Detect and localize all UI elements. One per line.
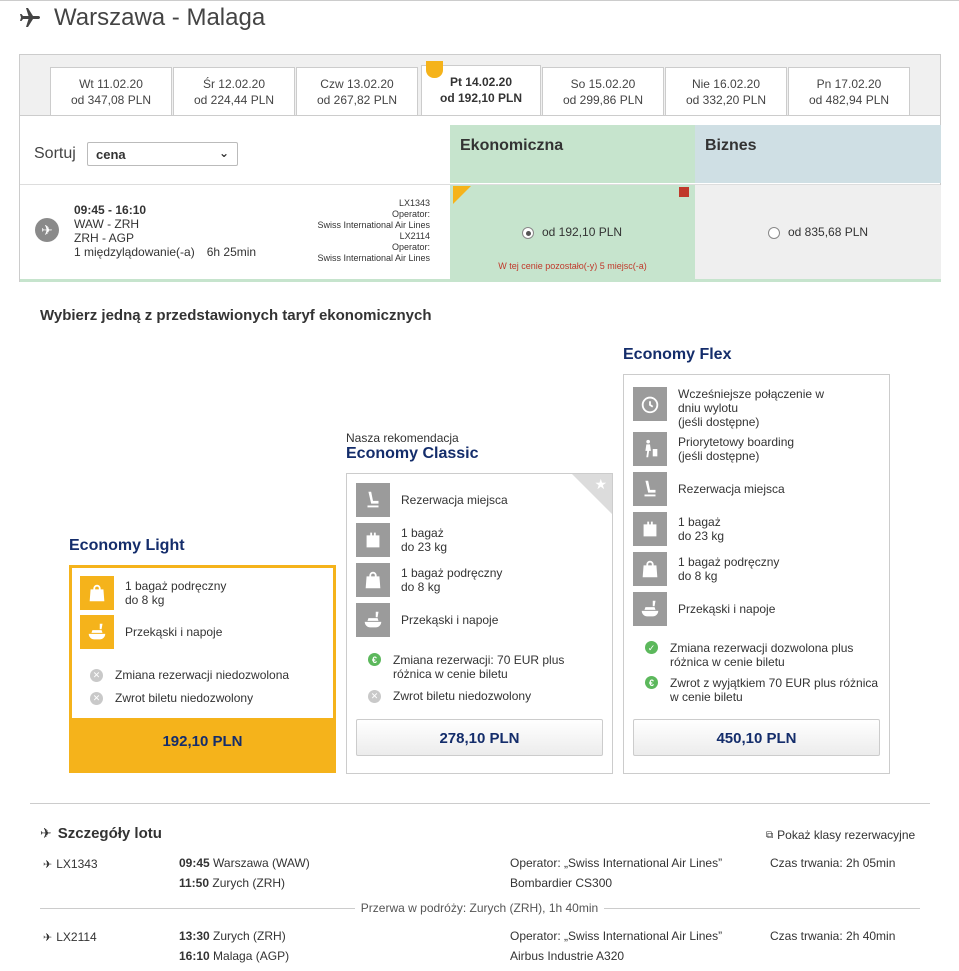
fare-feature-text: 1 bagaż podręczny do 8 kg [678,555,780,583]
fare-condition-text: Zmiana rezerwacji dozwolona plus różnica w cenie biletu [670,641,854,669]
airplane-icon [18,6,42,30]
fare-condition-text: Zmiana rezerwacji niedozwolona [115,668,290,682]
date-tab-day: Wt 11.02.20 [79,77,143,91]
section-divider [30,803,930,804]
leg-1-operator: Operator: „Swiss International Air Lines” [510,856,723,870]
fare-classic-card[interactable] [346,473,613,774]
star-icon: ★ [594,476,607,492]
fare-classic-condition-1 [368,689,531,703]
fare-feature-text: 1 bagaż podręczny do 8 kg [125,579,227,607]
fare-feature-text: Przekąski i napoje [125,625,223,639]
fare-feature-text: Przekąski i napoje [678,602,776,616]
availability-marker [679,187,689,197]
date-tab-price: od 299,86 PLN [562,93,644,107]
date-tab-4[interactable] [542,67,664,115]
fare-classic-title: Economy Classic [346,445,479,462]
page-title: Warszawa - Malaga [54,4,266,31]
economy-price-cell[interactable] [450,185,695,279]
flight-segment-1: WAW - ZRH [74,217,140,231]
date-tab-3-selected[interactable] [421,65,541,116]
airplane-icon: ✈ [40,825,52,841]
business-column-header [695,125,941,183]
leg-1-arrival [179,876,285,890]
fare-classic-condition-0 [368,653,564,681]
seats-left-warning: W tej cenie pozostało(-y) 5 miejsc(-a) [498,261,647,271]
fare-feature-text: 1 bagaż do 23 kg [401,526,448,554]
fare-classic-feature-3 [356,603,498,637]
leg-2-duration: Czas trwania: 2h 40min [770,929,896,943]
fare-light-condition-1 [90,691,253,705]
fare-corner-marker [453,186,471,204]
snacks-icon [633,592,667,626]
date-tab-price: od 482,94 PLN [808,93,890,107]
business-price-cell[interactable] [695,185,941,279]
not-included-icon: ✕ [90,669,103,682]
fare-light-feature-1 [80,615,222,649]
leg-2-aircraft: Airbus Industrie A320 [510,949,625,963]
checkmark-icon: ✓ [645,641,658,654]
not-included-icon: ✕ [90,692,103,705]
external-window-icon: ⧉ [766,829,774,841]
snacks-icon [80,615,114,649]
flight-stops: 1 międzylądowanie(-a) [74,245,195,259]
fare-feature-text: Rezerwacja miejsca [678,482,785,496]
fare-condition-text: Zwrot biletu niedozwolony [115,691,254,705]
fare-feature-text: 1 bagaż podręczny do 8 kg [401,566,503,594]
seat-icon [356,483,390,517]
fare-feature-text: Rezerwacja miejsca [401,493,508,507]
fare-flex-feature-4 [633,552,779,586]
fare-flex-title: Economy Flex [623,346,732,363]
sort-select[interactable] [87,142,238,166]
fare-light-card[interactable] [69,565,336,773]
fare-flex-feature-5 [633,592,775,626]
euro-fee-icon: € [645,676,658,689]
fare-flex-condition-0 [645,641,853,669]
fare-condition-text: Zwrot z wyjątkiem 70 EUR plus różnica w cenie biletu [670,676,879,704]
booking-panel [19,54,941,282]
date-tab-1[interactable] [173,67,295,115]
fare-classic-feature-0 [356,483,508,517]
fare-feature-text: Wcześniejsze połączenie w dniu wylotu (jeśli dostępne) [678,387,825,429]
economy-column-header [450,125,695,183]
date-tab-0[interactable] [50,67,172,115]
fares-heading: Wybierz jedną z przedstawionych taryf ekonomicznych [40,307,432,324]
selected-day-marker-icon [426,61,443,78]
leg-time: 11:50 [179,876,210,890]
fare-light-condition-0 [90,668,289,682]
leg-time: 13:30 [179,929,210,943]
leg-2-arrival [179,949,289,963]
fare-classic-price-button[interactable]: 278,10 PLN [356,719,603,756]
fare-flex-price-button[interactable]: 450,10 PLN [633,719,880,756]
flight-time: 09:45 - 16:10 [74,203,147,217]
date-tab-day: Czw 13.02.20 [320,77,394,91]
flight-operators [270,198,430,264]
recommendation-label: Nasza rekomendacja [346,431,459,445]
economy-price: od 192,10 PLN [542,225,623,239]
leg-flight-number: LX1343 [56,857,98,871]
operator-flight-2: LX2114 [399,231,430,241]
fare-classic-feature-2 [356,563,502,597]
sort-label: Sortuj [34,145,76,162]
flight-segment-2: ZRH - AGP [74,231,135,245]
economy-label: Ekonomiczna [460,137,564,154]
leg-flight-number: LX2114 [56,930,97,944]
booking-classes-link[interactable] [766,828,915,842]
operator-name-1: Swiss International Air Lines [317,220,430,230]
leg-place: Zurych (ZRH) [213,929,286,943]
fare-light-price[interactable]: 192,10 PLN [162,733,243,750]
snacks-icon [356,603,390,637]
fare-flex-feature-3 [633,512,724,546]
date-tab-price: od 224,44 PLN [193,93,275,107]
date-tab-5[interactable] [665,67,787,115]
date-tab-price: od 332,20 PLN [685,93,767,107]
leg-1-flight [43,857,98,871]
top-divider [0,0,959,1]
date-tab-2[interactable] [296,67,418,115]
operator-label-1: Operator: [391,209,430,219]
fare-condition-text: Zwrot biletu niedozwolony [393,689,532,703]
date-tab-6[interactable] [788,67,910,115]
business-price: od 835,68 PLN [788,225,869,239]
flight-details-heading [40,825,162,842]
leg-place: Zurych (ZRH) [212,876,286,890]
priority-boarding-icon [633,432,667,466]
fare-flex-condition-1 [645,676,878,704]
date-tab-day: So 15.02.20 [570,77,636,91]
handbag-icon [80,576,114,610]
fare-light-feature-0 [80,576,226,610]
date-tab-price: od 192,10 PLN [439,91,523,105]
seat-icon [633,472,667,506]
operator-label-2: Operator: [391,242,430,252]
flight-results [20,115,940,282]
fare-classic-feature-1 [356,523,447,557]
fare-flex-card[interactable] [623,374,890,774]
business-label: Biznes [705,137,757,154]
fare-feature-text: Przekąski i napoje [401,613,499,627]
flight-duration: 6h 25min [206,245,257,259]
suitcase-icon [633,512,667,546]
suitcase-icon [356,523,390,557]
fare-flex-feature-0 [633,387,824,429]
leg-2-departure [179,929,286,943]
date-tab-day: Nie 16.02.20 [691,77,761,91]
not-included-icon: ✕ [368,690,381,703]
leg-time: 09:45 [179,856,210,870]
handbag-icon [356,563,390,597]
selection-underline [20,279,941,282]
leg-2-flight [43,930,97,944]
stopover-text: Przerwa w podróży: Zurych (ZRH), 1h 40min [355,901,604,915]
date-tab-day: Śr 12.02.20 [202,77,266,91]
booking-classes-link-text: Pokaż klasy rezerwacyjne [777,828,916,842]
leg-time: 16:10 [179,949,210,963]
fare-light-title: Economy Light [69,537,185,554]
stopover-info [0,901,959,915]
date-tab-price: od 347,08 PLN [70,93,152,107]
euro-fee-icon: € [368,653,381,666]
handbag-icon [633,552,667,586]
clock-icon [633,387,667,421]
flight-summary [74,203,256,259]
leg-1-departure [179,856,310,870]
fare-flex-feature-2 [633,472,785,506]
date-tab-day: Pt 14.02.20 [449,75,513,89]
date-tab-price: od 267,82 PLN [316,93,398,107]
route-header [18,4,265,32]
operator-name-2: Swiss International Air Lines [317,253,430,263]
plane-takeoff-icon: ✈ [43,932,53,944]
economy-radio[interactable] [522,227,534,239]
leg-place: Warszawa (WAW) [213,856,310,870]
leg-2-operator: Operator: „Swiss International Air Lines” [510,929,723,943]
date-tab-day: Pn 17.02.20 [816,77,882,91]
fare-condition-text: Zmiana rezerwacji: 70 EUR plus różnica w cenie biletu [393,653,565,681]
leg-1-duration: Czas trwania: 2h 05min [770,856,896,870]
fare-feature-text: Priorytetowy boarding (jeśli dostępne) [678,435,795,463]
flight-details-title: Szczegóły lotu [57,825,162,842]
flight-airplane-icon: ✈ [35,218,59,242]
leg-1-aircraft: Bombardier CS300 [510,876,613,890]
plane-takeoff-icon: ✈ [43,859,53,871]
chevron-down-icon: ⌄ [218,146,229,160]
business-radio[interactable] [768,227,780,239]
fare-feature-text: 1 bagaż do 23 kg [678,515,725,543]
fare-flex-feature-1 [633,432,794,466]
leg-place: Malaga (AGP) [213,949,290,963]
sort-value: cena [96,147,126,162]
operator-flight-1: LX1343 [398,198,430,208]
